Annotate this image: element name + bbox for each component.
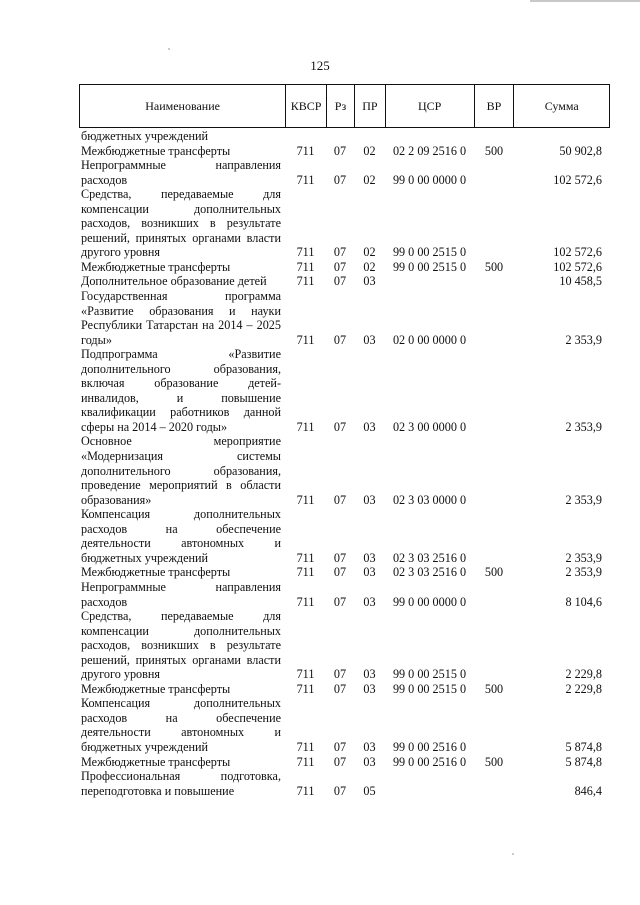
cell-rz: 07: [333, 754, 347, 769]
cell-rz: 07: [333, 259, 347, 274]
cell-kvsr: 711: [296, 565, 315, 580]
cell-pr: 05: [363, 783, 376, 798]
cell-rz: 07: [333, 143, 347, 158]
cell-pr: 03: [363, 419, 376, 434]
cell-sum: 5 874,8: [565, 739, 602, 754]
cell-rz: 07: [333, 172, 347, 187]
page-number: 125: [310, 58, 330, 73]
cell-kvsr: 711: [296, 594, 315, 609]
cell-sum: 2 353,9: [565, 332, 602, 347]
cell-vr: 500: [484, 143, 504, 158]
table-row: [79, 260, 610, 275]
cell-pr: 02: [363, 143, 376, 158]
cell-kvsr: 711: [296, 783, 315, 798]
cell-csr: 02 0 00 0000 0: [392, 332, 467, 347]
cell-pr: 02: [363, 259, 376, 274]
cell-sum: 2 353,9: [565, 550, 602, 565]
cell-name: Межбюджетные трансферты: [81, 143, 231, 158]
cell-pr: 03: [363, 332, 376, 347]
cell-sum: 2 229,8: [565, 681, 602, 696]
cell-csr: 02 2 09 2516 0: [392, 143, 467, 158]
cell-csr: 99 0 00 0000 0: [392, 594, 467, 609]
cell-csr: 99 0 00 2515 0: [392, 245, 467, 260]
table-row: [79, 434, 610, 507]
cell-pr: 03: [363, 565, 376, 580]
cell-sum: 102 572,6: [553, 172, 602, 187]
cell-sum: 5 874,8: [565, 754, 602, 769]
cell-name: Межбюджетные трансферты: [81, 259, 231, 274]
cell-vr: 500: [484, 754, 504, 769]
cell-csr: 99 0 00 2515 0: [392, 667, 467, 682]
cell-rz: 07: [333, 783, 347, 798]
cell-rz: 07: [333, 492, 347, 507]
cell-rz: 07: [333, 419, 347, 434]
cell-sum: 2 353,9: [565, 492, 602, 507]
cell-sum: 102 572,6: [553, 259, 602, 274]
cell-kvsr: 711: [296, 754, 315, 769]
cell-sum: 50 902,8: [559, 143, 602, 158]
cell-name: Непрограммные направления расходов: [81, 158, 281, 187]
cell-pr: 03: [363, 550, 376, 565]
cell-pr: 03: [363, 739, 376, 754]
cell-rz: 07: [333, 245, 347, 260]
cell-vr: 500: [484, 565, 504, 580]
header-vr: ВР: [474, 85, 514, 127]
cell-kvsr: 711: [296, 245, 315, 260]
cell-name: Непрограммные направления расходов: [81, 579, 281, 609]
cell-kvsr: 711: [296, 332, 315, 347]
cell-csr: 99 0 00 2516 0: [392, 739, 467, 754]
cell-csr: 02 3 03 2516 0: [392, 550, 467, 565]
cell-kvsr: 711: [296, 681, 315, 696]
cell-kvsr: 711: [296, 550, 315, 565]
cell-csr: 02 3 03 0000 0: [392, 492, 467, 507]
table-row: [79, 129, 610, 144]
cell-rz: 07: [333, 332, 347, 347]
table-row: [79, 609, 610, 682]
table-row: [79, 507, 610, 565]
table-row: [79, 144, 610, 159]
cell-name: Средства, передаваемые для компенсации дополнительных расходов, возникших в результате решений, принятых органами власти другого уровня: [81, 609, 281, 682]
table-row: [79, 158, 610, 187]
cell-kvsr: 711: [296, 667, 315, 682]
cell-sum: 10 458,5: [559, 274, 602, 289]
cell-csr: 99 0 00 2515 0: [392, 681, 467, 696]
header-name: Наименование: [145, 98, 220, 113]
cell-rz: 07: [333, 274, 347, 289]
scan-edge-line: [530, 0, 640, 2]
cell-pr: 02: [363, 172, 376, 187]
header-rz: Рз: [326, 85, 354, 127]
cell-vr: 500: [484, 681, 504, 696]
cell-vr: 500: [484, 259, 504, 274]
cell-name: Дополнительное образование детей: [81, 274, 267, 289]
cell-pr: 03: [363, 681, 376, 696]
cell-csr: 99 0 00 2515 0: [392, 259, 467, 274]
table-row: [79, 187, 610, 260]
cell-kvsr: 711: [296, 259, 315, 274]
cell-kvsr: 711: [296, 143, 315, 158]
budget-table-body: [79, 129, 610, 798]
cell-kvsr: 711: [296, 739, 315, 754]
cell-csr: 02 3 00 0000 0: [392, 419, 467, 434]
cell-pr: 03: [363, 754, 376, 769]
cell-pr: 02: [363, 245, 376, 260]
cell-sum: 102 572,6: [553, 245, 602, 260]
table-header: [79, 84, 610, 128]
cell-rz: 07: [333, 681, 347, 696]
cell-sum: 8 104,6: [565, 594, 602, 609]
cell-rz: 07: [333, 550, 347, 565]
cell-pr: 03: [363, 492, 376, 507]
cell-name: Межбюджетные трансферты: [81, 565, 231, 580]
header-sum: Сумма: [513, 85, 609, 127]
cell-name: Подпрограмма «Развитие дополнительного образования, включая образование детей-инвалидов, и повышение квалификации работников данной сферы на 2014 – 2020 годы»: [81, 347, 281, 434]
cell-sum: 2 229,8: [565, 667, 602, 682]
table-row: [79, 682, 610, 697]
table-row: [79, 565, 610, 580]
cell-pr: 03: [363, 594, 376, 609]
cell-name: Компенсация дополнительных расходов на обеспечение деятельности автономных и бюджетных учреждений: [81, 696, 281, 754]
table-row: [79, 696, 610, 754]
cell-kvsr: 711: [296, 172, 315, 187]
table-row: [79, 580, 610, 609]
cell-pr: 03: [363, 274, 376, 289]
cell-name: бюджетных учреждений: [81, 129, 209, 143]
cell-rz: 07: [333, 594, 347, 609]
cell-name: Межбюджетные трансферты: [81, 754, 231, 769]
table-row: [79, 755, 610, 770]
scan-speck: [168, 48, 170, 50]
cell-sum: 846,4: [574, 783, 602, 798]
cell-name: Компенсация дополнительных расходов на обеспечение деятельности автономных и бюджетных учреждений: [81, 507, 281, 565]
header-pr: ПР: [354, 85, 385, 127]
header-kvsr: КВСР: [285, 85, 326, 127]
table-row: [79, 274, 610, 289]
cell-name: Государственная программа «Развитие образования и науки Республики Татарстан на 2014 – 2025 годы»: [81, 289, 281, 347]
cell-rz: 07: [333, 739, 347, 754]
table-row: [79, 769, 610, 798]
scan-speck: [512, 853, 514, 855]
cell-name: Средства, передаваемые для компенсации дополнительных расходов, возникших в результате решений, принятых органами власти другого уровня: [81, 187, 281, 260]
cell-name: Основное мероприятие «Модернизация системы дополнительного образования, проведение мероприятий в области образования»: [81, 434, 281, 507]
cell-name: Межбюджетные трансферты: [81, 681, 231, 696]
header-csr: ЦСР: [385, 85, 474, 127]
cell-sum: 2 353,9: [565, 565, 602, 580]
cell-name: Профессиональная подготовка, переподготовка и повышение: [81, 769, 281, 798]
table-row: [79, 289, 610, 347]
cell-kvsr: 711: [296, 492, 315, 507]
cell-csr: 99 0 00 0000 0: [392, 172, 467, 187]
cell-kvsr: 711: [296, 419, 315, 434]
cell-rz: 07: [333, 667, 347, 682]
table-row: [79, 347, 610, 434]
cell-rz: 07: [333, 565, 347, 580]
cell-kvsr: 711: [296, 274, 315, 289]
cell-pr: 03: [363, 667, 376, 682]
cell-csr: 99 0 00 2516 0: [392, 754, 467, 769]
cell-csr: 02 3 03 2516 0: [392, 565, 467, 580]
cell-sum: 2 353,9: [565, 419, 602, 434]
